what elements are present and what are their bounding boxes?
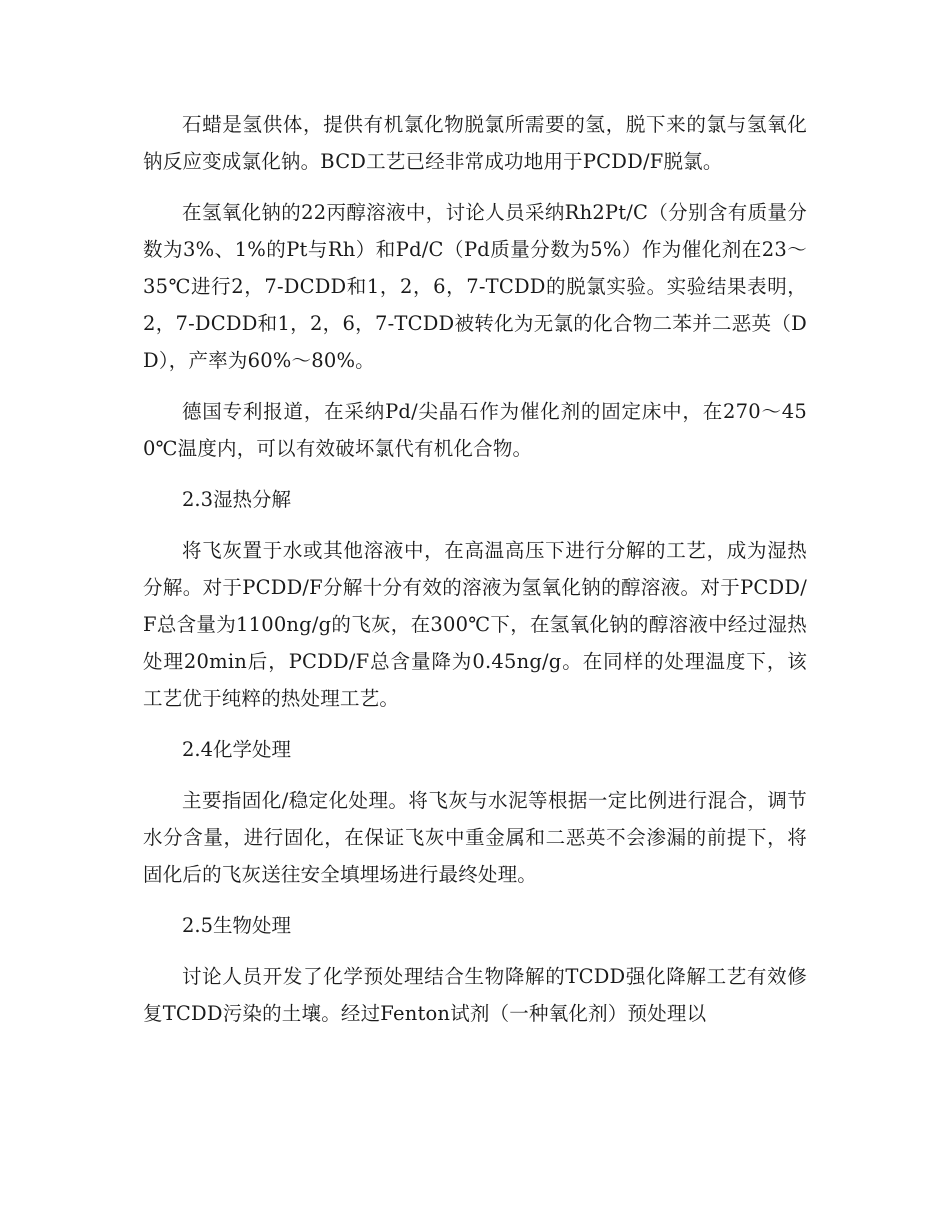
- section-heading-2-5: 2.5生物处理: [182, 914, 292, 937]
- document-body: [143, 106, 807, 1032]
- paragraph-catalytic-dechlorination: 在氢氧化钠的22丙醇溶液中，讨论人员采纳Rh2Pt/C（分别含有质量分数为3%、1%的Pt与Rh）和Pd/C（Pd质量分数为5%）作为催化剂在23～35℃进行2，7-DCDD和1，2，6，7-TCDD的脱氯实验。实验结果表明，2，7-DCDD和1，2，6，7-TCDD被转化为无氯的化合物二苯并二恶英（DD），产率为60%～80%。: [143, 201, 807, 372]
- paragraph-chemical-treatment: 主要指固化/稳定化处理。将飞灰与水泥等根据一定比例进行混合，调节水分含量，进行固化，在保证飞灰中重金属和二恶英不会渗漏的前提下，将固化后的飞灰送往安全填埋场进行最终处理。: [143, 789, 807, 886]
- paragraph-german-patent: 德国专利报道，在采纳Pd/尖晶石作为催化剂的固定床中，在270～450℃温度内，可以有效破坏氯代有机化合物。: [143, 400, 807, 460]
- paragraph-wet-thermal: 将飞灰置于水或其他溶液中，在高温高压下进行分解的工艺，成为湿热分解。对于PCDD/F分解十分有效的溶液为氢氧化钠的醇溶液。对于PCDD/F总含量为1100ng/g的飞灰，在300℃下，在氢氧化钠的醇溶液中经过湿热处理20min后，PCDD/F总含量降为0.45ng/g。在同样的处理温度下，该工艺优于纯粹的热处理工艺。: [143, 539, 807, 710]
- section-heading-2-4: 2.4化学处理: [182, 738, 292, 761]
- section-heading-2-3: 2.3湿热分解: [182, 488, 292, 511]
- paragraph-biological-treatment: 讨论人员开发了化学预处理结合生物降解的TCDD强化降解工艺有效修复TCDD污染的土壤。经过Fenton试剂（一种氧化剂）预处理以: [143, 965, 807, 1025]
- paragraph-paraffin-hydrogen-donor: 石蜡是氢供体，提供有机氯化物脱氯所需要的氢，脱下来的氯与氢氧化钠反应变成氯化钠。BCD工艺已经非常成功地用于PCDD/F脱氯。: [143, 113, 807, 173]
